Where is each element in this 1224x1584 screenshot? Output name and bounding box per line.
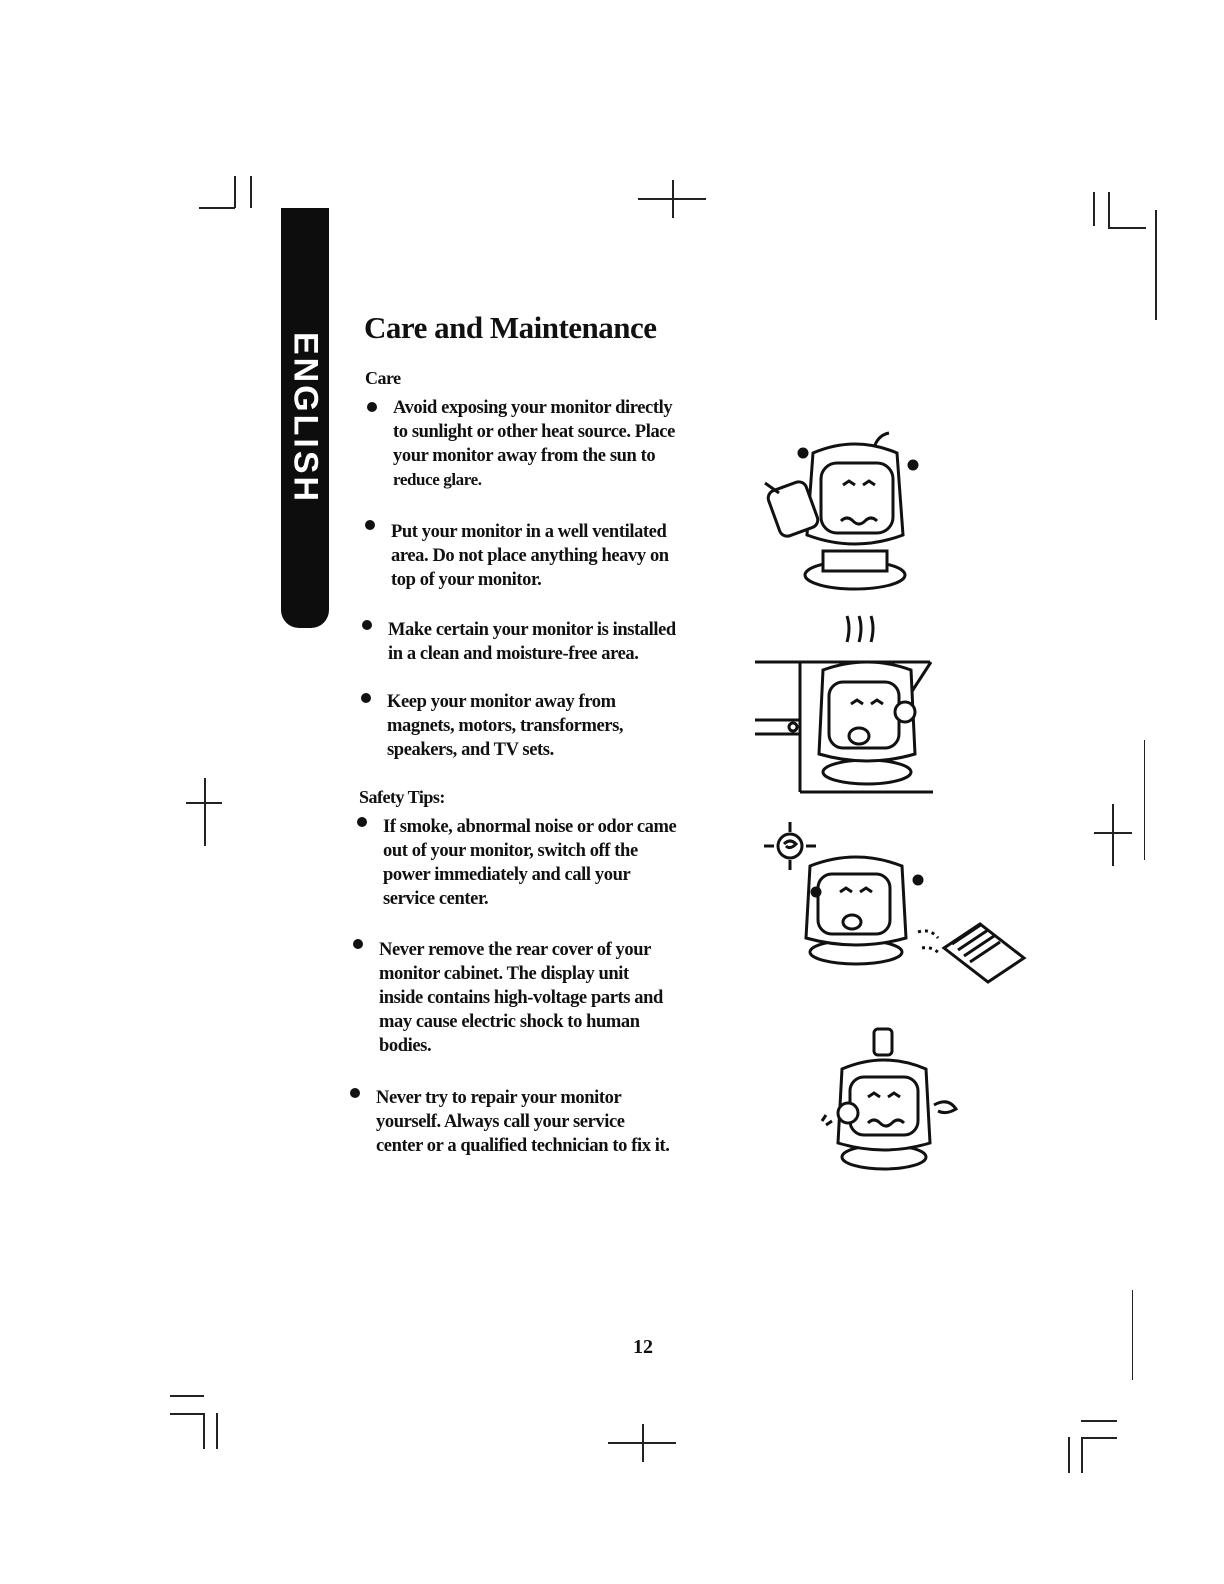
monitor-smoke-illustration	[752, 812, 1032, 992]
bullet-icon	[362, 620, 372, 630]
bullet-icon	[365, 520, 375, 530]
bullet-icon	[350, 1088, 360, 1098]
monitor-in-cabinet-illustration	[755, 612, 935, 797]
monitor-repair-illustration	[818, 1025, 968, 1175]
monitor-in-sun-illustration	[755, 425, 930, 595]
page-title: Care and Maintenance	[364, 310, 657, 345]
bullet-icon	[357, 817, 367, 827]
bullet-icon	[353, 939, 363, 949]
bullet-icon	[361, 693, 371, 703]
care-heading: Care	[365, 368, 401, 388]
page-number: 12	[633, 1336, 653, 1358]
bullet-icon	[367, 402, 377, 412]
language-tab-label: ENGLISH	[286, 331, 325, 505]
safety-heading: Safety Tips:	[359, 787, 445, 807]
